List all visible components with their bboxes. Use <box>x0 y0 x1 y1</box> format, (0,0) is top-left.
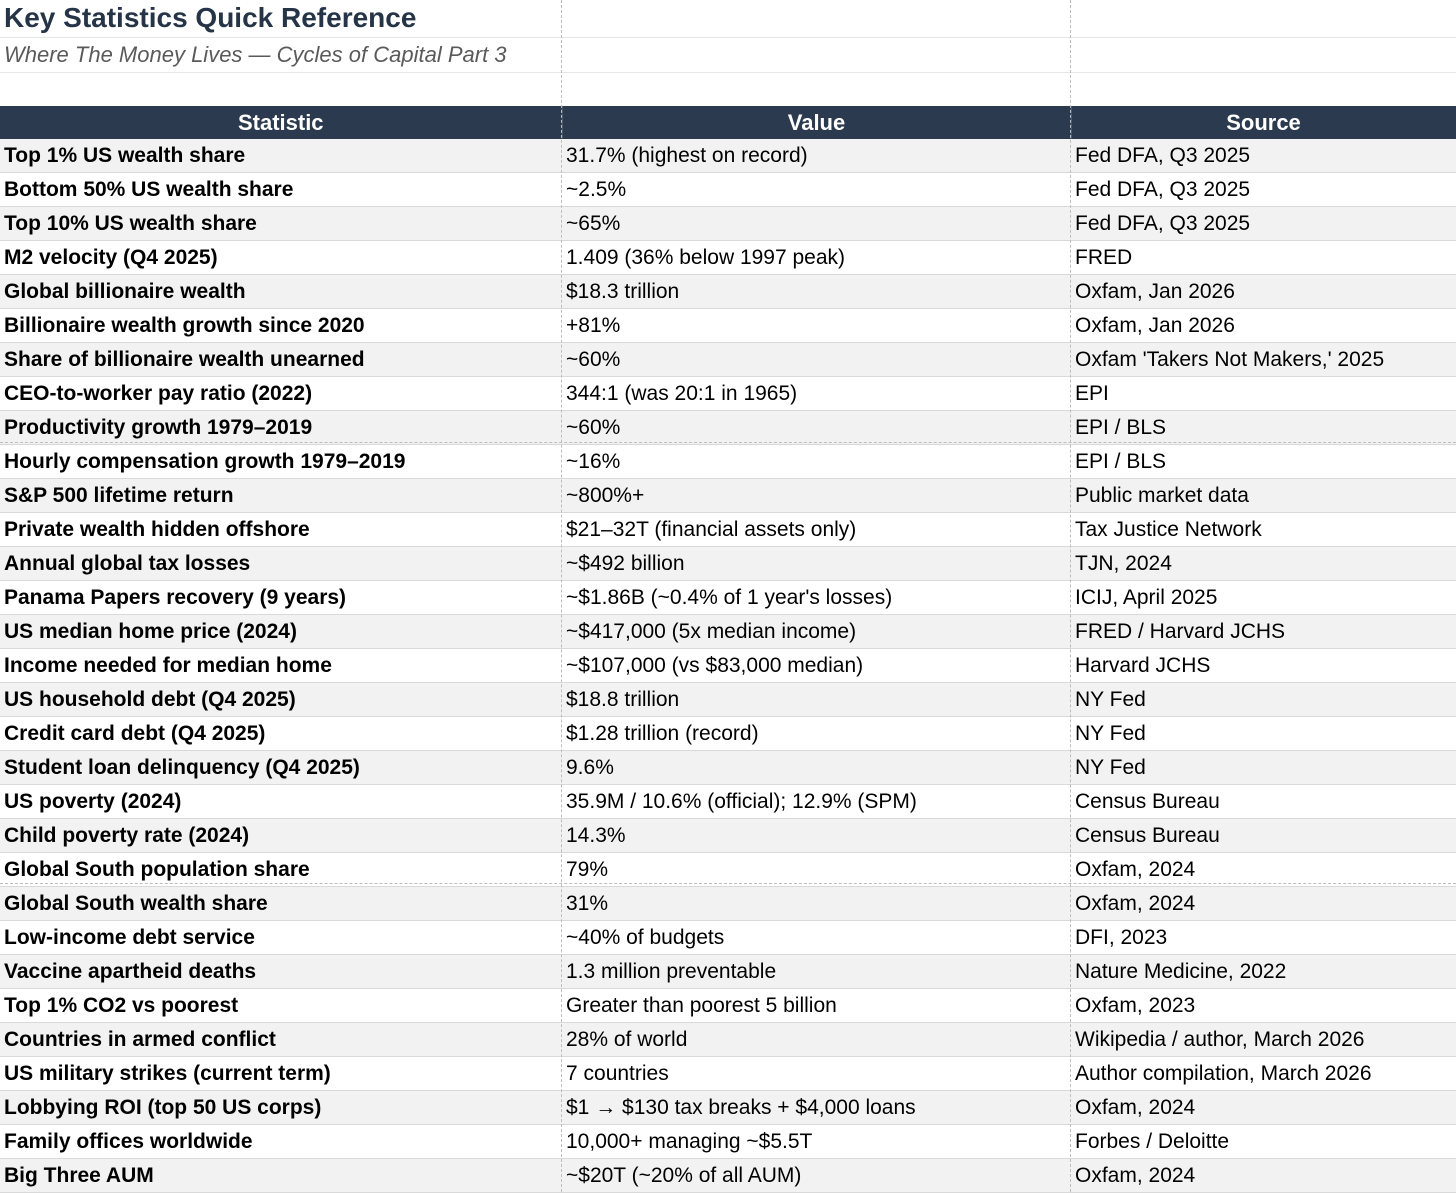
cell-source[interactable]: FRED / Harvard JCHS <box>1071 615 1456 649</box>
table-row <box>0 785 1456 819</box>
cell-source[interactable]: NY Fed <box>1071 751 1456 785</box>
cell-statistic[interactable]: Child poverty rate (2024) <box>0 819 562 853</box>
page-break-line-1 <box>561 0 562 1192</box>
cell-source[interactable]: Oxfam, 2024 <box>1071 1091 1456 1125</box>
cell-source[interactable]: Public market data <box>1071 479 1456 513</box>
cell-statistic[interactable]: Global billionaire wealth <box>0 275 562 309</box>
cell-source[interactable]: Census Bureau <box>1071 819 1456 853</box>
cell-source[interactable]: TJN, 2024 <box>1071 547 1456 581</box>
cell-value[interactable]: 14.3% <box>562 819 1071 853</box>
page-break-row-1 <box>0 442 1456 443</box>
cell-source[interactable]: Census Bureau <box>1071 785 1456 819</box>
cell-source[interactable]: DFI, 2023 <box>1071 921 1456 955</box>
cell-source[interactable]: NY Fed <box>1071 717 1456 751</box>
cell-value[interactable]: 1.409 (36% below 1997 peak) <box>562 241 1071 275</box>
table-row <box>0 513 1456 547</box>
cell-statistic[interactable]: Countries in armed conflict <box>0 1023 562 1057</box>
cell-statistic[interactable]: Global South population share <box>0 853 562 887</box>
cell-value[interactable]: ~60% <box>562 343 1071 377</box>
header-value[interactable]: Value <box>562 106 1071 139</box>
cell-statistic[interactable]: Family offices worldwide <box>0 1125 562 1159</box>
table-body <box>0 139 1456 1193</box>
cell-source[interactable]: Oxfam, 2023 <box>1071 989 1456 1023</box>
cell-value[interactable]: ~800%+ <box>562 479 1071 513</box>
table-row <box>0 683 1456 717</box>
cell-statistic[interactable]: Productivity growth 1979–2019 <box>0 411 562 445</box>
cell-value[interactable]: 1.3 million preventable <box>562 955 1071 989</box>
cell-statistic[interactable]: Lobbying ROI (top 50 US corps) <box>0 1091 562 1125</box>
cell-value[interactable]: ~$20T (~20% of all AUM) <box>562 1159 1071 1193</box>
cell-source[interactable]: Tax Justice Network <box>1071 513 1456 547</box>
cell-statistic[interactable]: Credit card debt (Q4 2025) <box>0 717 562 751</box>
cell-statistic[interactable]: Share of billionaire wealth unearned <box>0 343 562 377</box>
cell-value[interactable]: ~16% <box>562 445 1071 479</box>
cell-statistic[interactable]: Top 1% US wealth share <box>0 139 562 173</box>
cell-statistic[interactable]: CEO-to-worker pay ratio (2022) <box>0 377 562 411</box>
cell-source[interactable]: Oxfam, 2024 <box>1071 887 1456 921</box>
cell-value[interactable]: 9.6% <box>562 751 1071 785</box>
cell-statistic[interactable]: US poverty (2024) <box>0 785 562 819</box>
table-row <box>0 275 1456 309</box>
cell-value[interactable]: ~2.5% <box>562 173 1071 207</box>
cell-source[interactable]: ICIJ, April 2025 <box>1071 581 1456 615</box>
header-statistic[interactable]: Statistic <box>0 106 562 139</box>
table-header-row <box>0 106 1456 139</box>
cell-value[interactable]: ~$1.86B (~0.4% of 1 year's losses) <box>562 581 1071 615</box>
table-row <box>0 1159 1456 1193</box>
cell-source[interactable]: Oxfam, 2024 <box>1071 853 1456 887</box>
table-row <box>0 717 1456 751</box>
statistics-table <box>0 106 1456 1193</box>
cell-statistic[interactable]: Panama Papers recovery (9 years) <box>0 581 562 615</box>
cell-source[interactable]: Nature Medicine, 2022 <box>1071 955 1456 989</box>
cell-statistic[interactable]: Vaccine apartheid deaths <box>0 955 562 989</box>
table-row <box>0 615 1456 649</box>
cell-value[interactable]: ~65% <box>562 207 1071 241</box>
cell-statistic[interactable]: M2 velocity (Q4 2025) <box>0 241 562 275</box>
cell-statistic[interactable]: Private wealth hidden offshore <box>0 513 562 547</box>
cell-value[interactable]: ~$107,000 (vs $83,000 median) <box>562 649 1071 683</box>
cell-source[interactable]: EPI / BLS <box>1071 445 1456 479</box>
cell-source[interactable]: EPI <box>1071 377 1456 411</box>
cell-statistic[interactable]: Student loan delinquency (Q4 2025) <box>0 751 562 785</box>
cell-statistic[interactable]: US median home price (2024) <box>0 615 562 649</box>
cell-statistic[interactable]: Big Three AUM <box>0 1159 562 1193</box>
cell-statistic[interactable]: Top 10% US wealth share <box>0 207 562 241</box>
cell-source[interactable]: Forbes / Deloitte <box>1071 1125 1456 1159</box>
cell-value[interactable]: ~$417,000 (5x median income) <box>562 615 1071 649</box>
cell-value[interactable]: 7 countries <box>562 1057 1071 1091</box>
cell-value[interactable]: $1 → $130 tax breaks + $4,000 loans <box>562 1091 1071 1125</box>
table-row <box>0 1125 1456 1159</box>
cell-statistic[interactable]: Hourly compensation growth 1979–2019 <box>0 445 562 479</box>
cell-statistic[interactable]: Income needed for median home <box>0 649 562 683</box>
cell-source[interactable]: Author compilation, March 2026 <box>1071 1057 1456 1091</box>
sheet-title-block <box>0 0 1456 106</box>
page-break-row-2 <box>0 883 1456 884</box>
table-row <box>0 411 1456 445</box>
cell-statistic[interactable]: Bottom 50% US wealth share <box>0 173 562 207</box>
cell-statistic[interactable]: Billionaire wealth growth since 2020 <box>0 309 562 343</box>
cell-value[interactable]: ~40% of budgets <box>562 921 1071 955</box>
cell-source[interactable]: NY Fed <box>1071 683 1456 717</box>
table-row <box>0 309 1456 343</box>
table-row <box>0 241 1456 275</box>
cell-value[interactable]: $18.3 trillion <box>562 275 1071 309</box>
cell-source[interactable]: Oxfam, Jan 2026 <box>1071 309 1456 343</box>
cell-value[interactable]: +81% <box>562 309 1071 343</box>
table-row <box>0 479 1456 513</box>
table-row <box>0 955 1456 989</box>
table-row <box>0 989 1456 1023</box>
table-row <box>0 207 1456 241</box>
cell-value[interactable]: ~60% <box>562 411 1071 445</box>
table-row <box>0 173 1456 207</box>
page-title: Key Statistics Quick Reference <box>4 2 417 33</box>
table-row <box>0 887 1456 921</box>
table-row <box>0 1091 1456 1125</box>
cell-value[interactable]: $18.8 trillion <box>562 683 1071 717</box>
page-subtitle: Where The Money Lives — Cycles of Capital Part 3 <box>4 42 507 67</box>
cell-value[interactable]: 344:1 (was 20:1 in 1965) <box>562 377 1071 411</box>
table-row <box>0 649 1456 683</box>
table-row <box>0 819 1456 853</box>
table-row <box>0 547 1456 581</box>
cell-value[interactable]: ~$492 billion <box>562 547 1071 581</box>
cell-value[interactable]: $21–32T (financial assets only) <box>562 513 1071 547</box>
cell-statistic[interactable]: US household debt (Q4 2025) <box>0 683 562 717</box>
cell-source[interactable]: FRED <box>1071 241 1456 275</box>
table-row <box>0 343 1456 377</box>
cell-statistic[interactable]: S&P 500 lifetime return <box>0 479 562 513</box>
cell-value[interactable]: $1.28 trillion (record) <box>562 717 1071 751</box>
cell-value[interactable]: 35.9M / 10.6% (official); 12.9% (SPM) <box>562 785 1071 819</box>
cell-source[interactable]: Oxfam, Jan 2026 <box>1071 275 1456 309</box>
cell-source[interactable]: Oxfam, 2024 <box>1071 1159 1456 1193</box>
table-row <box>0 1023 1456 1057</box>
cell-value[interactable]: 10,000+ managing ~$5.5T <box>562 1125 1071 1159</box>
cell-source[interactable]: Fed DFA, Q3 2025 <box>1071 139 1456 173</box>
cell-source[interactable]: Fed DFA, Q3 2025 <box>1071 207 1456 241</box>
table-row <box>0 1057 1456 1091</box>
table-row <box>0 581 1456 615</box>
cell-statistic[interactable]: Top 1% CO2 vs poorest <box>0 989 562 1023</box>
cell-value[interactable]: 31.7% (highest on record) <box>562 139 1071 173</box>
cell-value[interactable]: 28% of world <box>562 1023 1071 1057</box>
header-source[interactable]: Source <box>1071 106 1456 139</box>
table-row <box>0 139 1456 173</box>
cell-source[interactable]: Wikipedia / author, March 2026 <box>1071 1023 1456 1057</box>
table-row <box>0 445 1456 479</box>
cell-source[interactable]: Harvard JCHS <box>1071 649 1456 683</box>
table-row <box>0 853 1456 887</box>
table-row <box>0 921 1456 955</box>
cell-source[interactable]: Oxfam 'Takers Not Makers,' 2025 <box>1071 343 1456 377</box>
cell-statistic[interactable]: Annual global tax losses <box>0 547 562 581</box>
cell-statistic[interactable]: Low-income debt service <box>0 921 562 955</box>
cell-statistic[interactable]: US military strikes (current term) <box>0 1057 562 1091</box>
page-break-line-2 <box>1070 0 1071 1192</box>
cell-source[interactable]: Fed DFA, Q3 2025 <box>1071 173 1456 207</box>
cell-source[interactable]: EPI / BLS <box>1071 411 1456 445</box>
cell-value[interactable]: 31% <box>562 887 1071 921</box>
cell-value[interactable]: Greater than poorest 5 billion <box>562 989 1071 1023</box>
cell-value[interactable]: 79% <box>562 853 1071 887</box>
cell-statistic[interactable]: Global South wealth share <box>0 887 562 921</box>
table-row <box>0 751 1456 785</box>
table-row <box>0 377 1456 411</box>
